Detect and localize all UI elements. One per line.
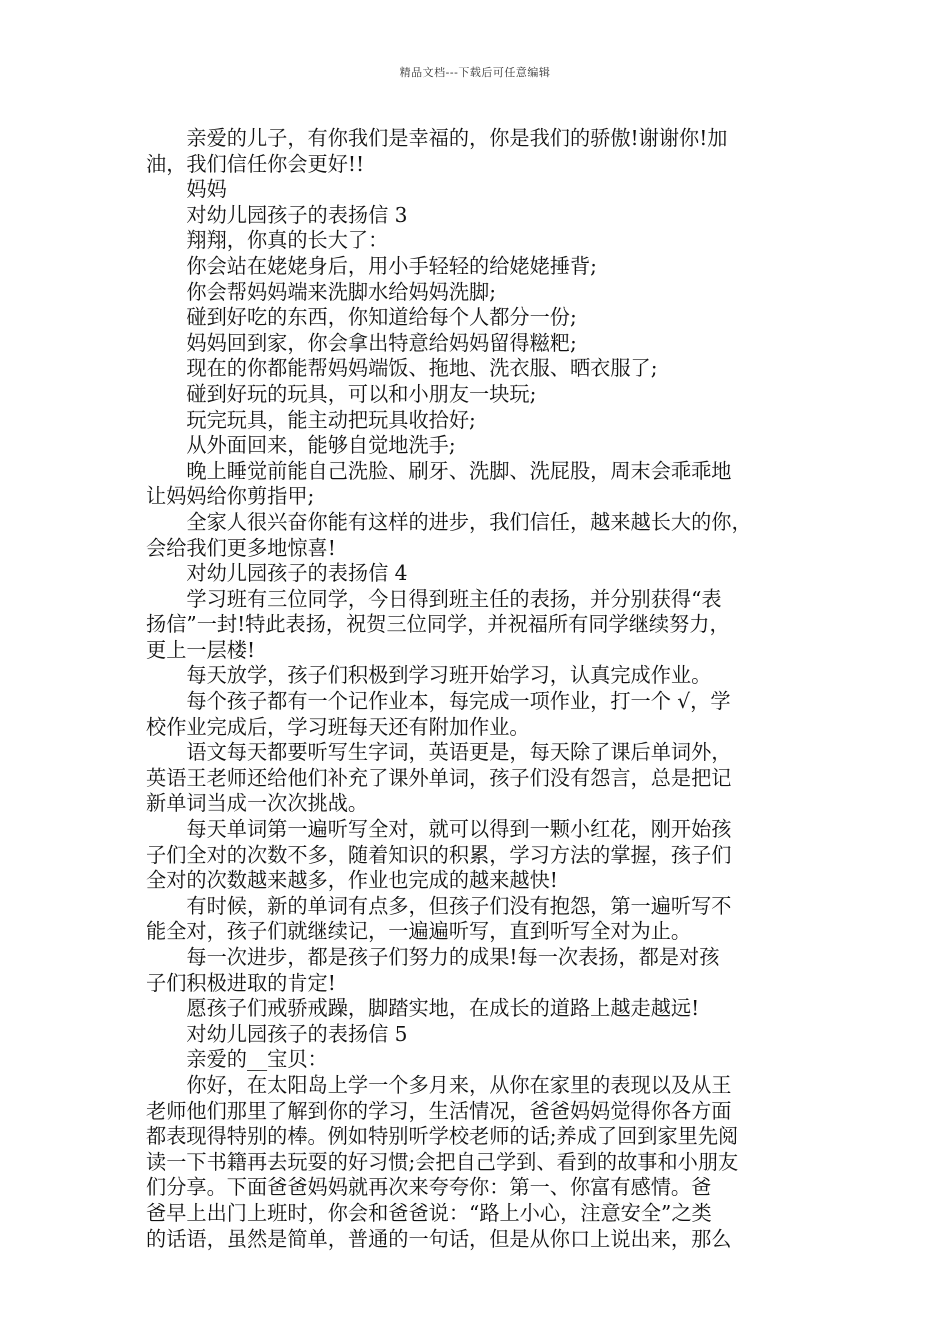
text-line: 有时候，新的单词有点多，但孩子们没有抱怨，第一遍听写不 (186, 893, 732, 918)
text-line: 校作业完成后，学习班每天还有附加作业。 (146, 714, 530, 739)
text-line: 新单词当成一次次挑战。 (146, 791, 369, 816)
text-line: 油，我们信任你会更好!! (146, 151, 365, 176)
text-line: 读一下书籍再去玩耍的好习惯;会把自己学到、看到的故事和小朋友 (146, 1149, 739, 1174)
document-body (146, 126, 816, 1252)
text-line: 晚上睡觉前能自己洗脸、刷牙、洗脚、洗屁股，周末会乖乖地 (186, 458, 732, 483)
text-line: 学习班有三位同学，今日得到班主任的表扬，并分别获得“表 (186, 586, 722, 611)
text-line: 妈妈 (186, 177, 227, 202)
text-line: 子们全对的次数不多，随着知识的积累，学习方法的掌握，孩子们 (146, 842, 732, 867)
text-line: 会给我们更多地惊喜! (146, 535, 336, 560)
text-line: 现在的你都能帮妈妈端饭、拖地、洗衣服、晒衣服了; (186, 356, 658, 381)
text-line: 每天放学，孩子们积极到学习班开始学习，认真完成作业。 (186, 663, 712, 688)
text-line: 能全对，孩子们就继续记，一遍遍听写，直到听写全对为止。 (146, 919, 692, 944)
text-line: 的话语，虽然是简单，普通的一句话，但是从你口上说出来，那么 (146, 1226, 732, 1251)
text-line: 玩完玩具，能主动把玩具收拾好; (186, 407, 476, 432)
text-line: 每个孩子都有一个记作业本，每完成一项作业，打一个 √，学 (186, 689, 731, 714)
text-line: 对幼儿园孩子的表扬信 4 (186, 561, 408, 586)
text-line: 全对的次数越来越多，作业也完成的越来越快! (146, 868, 558, 893)
text-line: 妈妈回到家，你会拿出特意给妈妈留得糍粑; (186, 330, 577, 355)
text-line: 们分享。下面爸爸妈妈就再次来夸夸你：第一、你富有感情。爸 (146, 1175, 712, 1200)
text-line: 对幼儿园孩子的表扬信 5 (186, 1021, 408, 1046)
page-header: 精品文档---下载后可任意编辑 (399, 66, 551, 79)
text-line: 扬信”一封!特此表扬，祝贺三位同学，并祝福所有同学继续努力， (146, 612, 730, 637)
text-line: 你会帮妈妈端来洗脚水给妈妈洗脚; (186, 279, 497, 304)
text-line: 从外面回来，能够自觉地洗手; (186, 433, 456, 458)
text-line: 每一次进步，都是孩子们努力的成果!每一次表扬，都是对孩 (186, 945, 720, 969)
text-line: 语文每天都要听写生字词，英语更是，每天除了课后单词外， (186, 740, 732, 765)
text-line: 都表现得特别的棒。例如特别听学校老师的话;养成了回到家里先阅 (146, 1124, 739, 1149)
text-line: 翔翔，你真的长大了： (186, 228, 389, 253)
text-line: 全家人很兴奋你能有这样的进步，我们信任，越来越长大的你， (186, 509, 752, 534)
text-line: 子们积极进取的肯定! (146, 970, 336, 995)
text-line: 亲爱的儿子，有你我们是幸福的，你是我们的骄傲!谢谢你!加 (186, 126, 728, 150)
text-line: 你会站在姥姥身后，用小手轻轻的给姥姥捶背; (186, 253, 597, 278)
text-line: 对幼儿园孩子的表扬信 3 (186, 202, 408, 227)
text-line: 碰到好吃的东西，你知道给每个人都分一份; (186, 305, 577, 330)
text-line: 每天单词第一遍听写全对，就可以得到一颗小红花，刚开始孩 (186, 817, 732, 842)
text-line: 亲爱的__宝贝： (186, 1047, 328, 1072)
text-line: 碰到好玩的玩具，可以和小朋友一块玩; (186, 381, 537, 406)
text-line: 愿孩子们戒骄戒躁，脚踏实地，在成长的道路上越走越远! (186, 996, 700, 1021)
text-line: 英语王老师还给他们补充了课外单词，孩子们没有怨言，总是把记 (146, 765, 732, 790)
text-line: 更上一层楼! (146, 637, 256, 662)
text-line: 爸早上出门上班时，你会和爸爸说：“路上小心，注意安全”之类 (146, 1200, 712, 1225)
text-line: 老师他们那里了解到你的学习，生活情况，爸爸妈妈觉得你各方面 (146, 1098, 732, 1123)
text-line: 让妈妈给你剪指甲; (146, 484, 315, 509)
text-line: 你好，在太阳岛上学一个多月来，从你在家里的表现以及从王 (186, 1072, 732, 1097)
